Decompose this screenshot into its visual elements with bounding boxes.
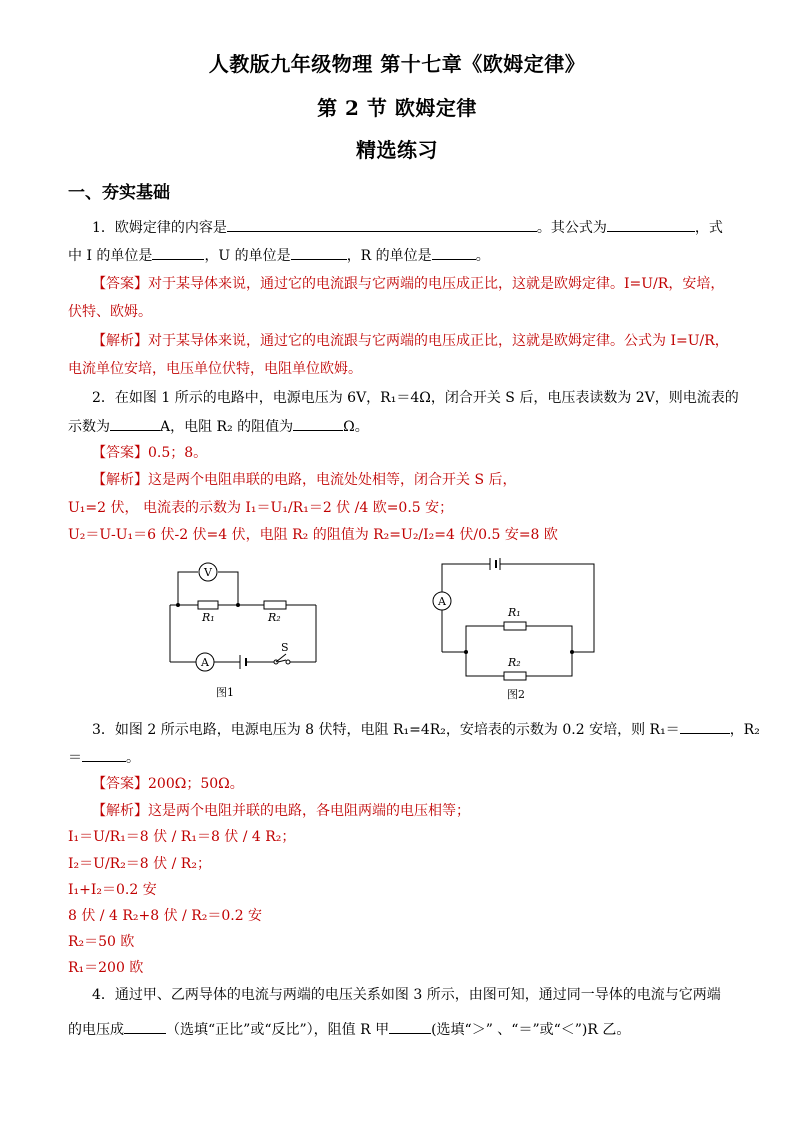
q1-answer-text: 对于某导体来说，通过它的电流跟与它两端的电压成正比，这就是欧姆定律。I=U/R，安培， xyxy=(148,276,725,292)
q4-text-a: 的电压成 xyxy=(68,1022,124,1038)
fig1-switch-label: S xyxy=(281,641,289,654)
q2-blank-current[interactable] xyxy=(110,416,160,431)
q3-answer-text: 200Ω；50Ω。 xyxy=(148,776,244,792)
q1-blank-content[interactable] xyxy=(227,217,537,232)
battery-icon xyxy=(240,655,246,669)
q4-text-c: (选填“＞” 、“＝”或“＜”)R 乙。 xyxy=(431,1022,631,1038)
q2-analysis-line1 xyxy=(92,470,752,490)
q1-analysis-line1 xyxy=(92,331,752,351)
q1-line1 xyxy=(92,217,752,238)
q3-line1 xyxy=(92,719,760,740)
q2-text-c: Ω。 xyxy=(343,419,369,435)
q3-analysis-line7: R₁＝200 欧 xyxy=(68,960,144,976)
q1-blank-u-unit[interactable] xyxy=(291,245,347,260)
q1-line2 xyxy=(68,245,728,266)
figure-1-circuit xyxy=(160,558,330,676)
q3-text-c: ＝ xyxy=(68,750,82,766)
q1-text-a: 1．欧姆定律的内容是 xyxy=(92,220,227,236)
analysis-tag: 【解析】 xyxy=(92,803,148,819)
q1-analysis-text: 对于某导体来说，通过它的电流跟与它两端的电压成正比，这就是欧姆定律。公式为 I=U/R， xyxy=(148,333,729,349)
q1-blank-formula[interactable] xyxy=(607,217,695,232)
q2-analysis-line2: U₁=2 伏， 电流表的示数为 I₁＝U₁/R₁＝2 伏 /4 欧=0.5 安； xyxy=(68,500,454,516)
figure-2-caption: 图2 xyxy=(507,688,525,701)
q3-answer xyxy=(92,774,752,794)
voltmeter-label: V xyxy=(204,566,212,579)
q3-analysis-line6: R₂＝50 欧 xyxy=(68,934,135,950)
q1-answer-line1 xyxy=(92,274,752,294)
figure-2-circuit xyxy=(428,556,598,684)
q1-text-e: ，U 的单位是 xyxy=(204,248,291,264)
q3-text-d: 。 xyxy=(126,750,140,766)
q4-line2 xyxy=(68,1019,728,1040)
q3-analysis-text: 这是两个电阻并联的电路，各电阻两端的电压相等； xyxy=(148,803,470,819)
q3-analysis-line2: I₁＝U/R₁＝8 伏 / R₁＝8 伏 / 4 R₂； xyxy=(68,829,296,845)
q1-text-d: 中 I 的单位是 xyxy=(68,248,153,264)
fig2-ammeter-label: A xyxy=(438,595,446,608)
q1-blank-r-unit[interactable] xyxy=(432,245,476,260)
q3-text-b: ，R₂ xyxy=(729,722,760,738)
resistor-r1-icon xyxy=(504,622,526,630)
answer-tag: 【答案】 xyxy=(92,776,148,792)
fig2-r1-label: R₁ xyxy=(508,606,521,619)
q3-analysis-line4: I₁+I₂＝0.2 安 xyxy=(68,882,157,898)
q2-answer xyxy=(92,443,752,463)
q2-line1: 2．在如图 1 所示的电路中，电源电压为 6V，R₁＝4Ω，闭合开关 S 后，电压表读数为 2V，则电流表的 xyxy=(92,390,739,406)
q3-analysis-line1 xyxy=(92,801,752,821)
analysis-tag: 【解析】 xyxy=(92,472,148,488)
analysis-tag: 【解析】 xyxy=(92,333,148,349)
q3-text-a: 3．如图 2 所示电路，电源电压为 8 伏特，电阻 R₁=4R₂，安培表的示数为 0.2 安培，则 R₁＝ xyxy=(92,722,680,738)
answer-tag: 【答案】 xyxy=(92,445,148,461)
q3-analysis-line3: I₂＝U/R₂＝8 伏 / R₂； xyxy=(68,856,211,872)
q3-line2 xyxy=(68,747,728,768)
q1-text-b: 。其公式为 xyxy=(536,220,607,236)
figure-1-caption: 图1 xyxy=(216,686,234,699)
fig1-r2-label: R₂ xyxy=(268,611,281,624)
part-heading: 一、夯实基础 xyxy=(68,183,170,203)
q3-blank-r2[interactable] xyxy=(82,747,126,762)
q1-text-c: ，式 xyxy=(694,220,723,236)
answer-tag: 【答案】 xyxy=(92,276,148,292)
q4-blank-relation[interactable] xyxy=(124,1019,166,1034)
q1-answer-line2: 伏特、欧姆。 xyxy=(68,304,152,320)
fig2-r2-label: R₂ xyxy=(508,656,521,669)
q2-answer-text: 0.5；8。 xyxy=(148,445,208,461)
doc-title: 人教版九年级物理 第十七章《欧姆定律》 xyxy=(208,52,586,76)
switch-icon xyxy=(274,654,290,664)
q4-text-b: （选填“正比”或“反比”），阻值 R 甲 xyxy=(166,1022,390,1038)
q1-text-g: 。 xyxy=(475,248,490,264)
fig1-ammeter-label: A xyxy=(201,656,209,669)
q1-blank-i-unit[interactable] xyxy=(152,245,204,260)
doc-subtitle: 精选练习 xyxy=(356,138,438,162)
battery-icon xyxy=(490,558,500,570)
q2-analysis-line3: U₂＝U-U₁＝6 伏-2 伏=4 伏，电阻 R₂ 的阻值为 R₂=U₂/I₂=4 伏/0.5 安=8 欧 xyxy=(68,527,558,543)
q1-text-f: ，R 的单位是 xyxy=(346,248,432,264)
q4-blank-compare[interactable] xyxy=(389,1019,431,1034)
q2-analysis-text: 这是两个电阻串联的电路，电流处处相等，闭合开关 S 后， xyxy=(148,472,517,488)
q4-line1: 4．通过甲、乙两导体的电流与两端的电压关系如图 3 所示，由图可知，通过同一导体的电流与它两端 xyxy=(92,987,721,1003)
q3-blank-r1[interactable] xyxy=(680,719,730,734)
q2-line2 xyxy=(68,416,728,437)
q1-analysis-line2: 电流单位安培，电压单位伏特，电阻单位欧姆。 xyxy=(68,361,362,377)
resistor-r2-icon xyxy=(504,672,526,680)
q3-analysis-line5: 8 伏 / 4 R₂+8 伏 / R₂＝0.2 安 xyxy=(68,908,263,924)
resistor-r2-icon xyxy=(264,601,286,609)
fig1-r1-label: R₁ xyxy=(202,611,215,624)
resistor-r1-icon xyxy=(198,601,218,609)
q2-text-b: A，电阻 R₂ 的阻值为 xyxy=(160,419,294,435)
section-title: 第 2 节 欧姆定律 xyxy=(317,96,477,120)
q2-blank-r2[interactable] xyxy=(293,416,343,431)
q2-text-a: 示数为 xyxy=(68,419,110,435)
